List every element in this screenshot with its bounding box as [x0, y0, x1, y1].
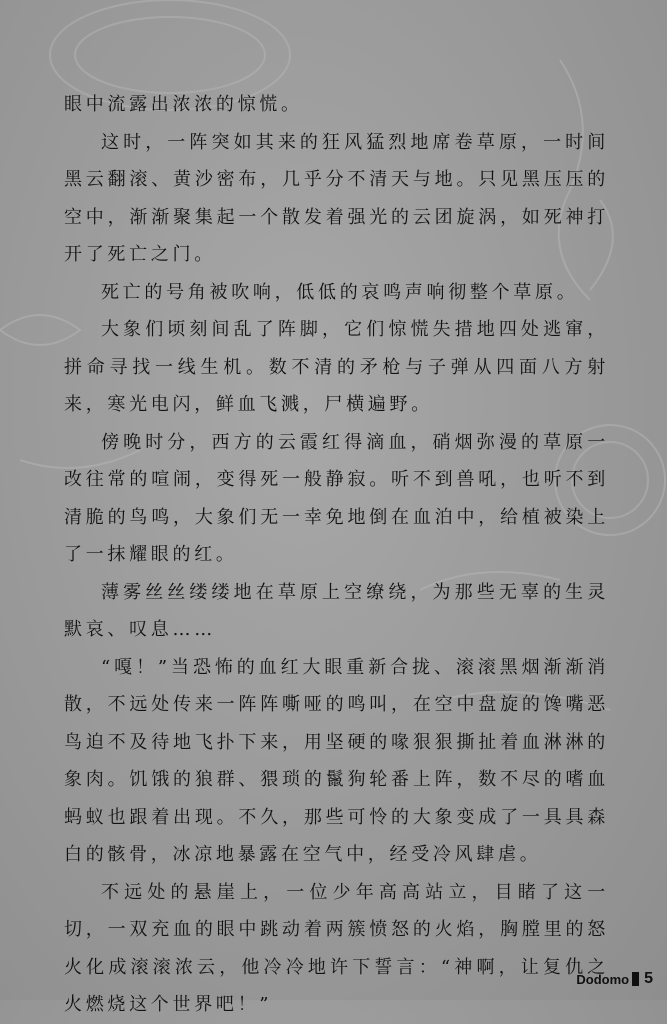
paragraph-4: 大象们顷刻间乱了阵脚，它们惊慌失措地四处逃窜，拼命寻找一线生机。数不清的矛枪与子弹从四面八方射来，寒光电闪，鲜血飞溅，尸横遍野。	[64, 319, 609, 415]
paragraph-6: 薄雾丝丝缕缕地在草原上空缭绕，为那些无辜的生灵默哀、叹息……	[64, 581, 609, 640]
brand-name: Dodomo	[576, 971, 630, 987]
paragraph-5: 傍晚时分，西方的云霞红得滴血，硝烟弥漫的草原一改往常的喧闹，变得死一般静寂。听不到兽吼，也听不到清脆的鸟鸣，大象们无一幸免地倒在血泊中，给植被染上了一抹耀眼的红。	[64, 431, 609, 565]
page-number: 5	[644, 970, 653, 987]
chapter-text	[64, 86, 609, 1024]
paragraph-7: “嘎！”当恐怖的血红大眼重新合拢、滚滚黑烟渐渐消散，不远处传来一阵阵嘶哑的鸣叫，在空中盘旋的馋嘴恶鸟迫不及待地飞扑下来，用坚硬的喙狠狠撕扯着血淋淋的象肉。饥饿的狼群、猥琐的鬣狗轮番上阵，数不尽的嗜血蚂蚁也跟着出现。不久，那些可怜的大象变成了一具具森白的骸骨，冰凉地暴露在空气中，经受冷风肆虐。	[64, 656, 609, 865]
paragraph-1: 眼中流露出浓浓的惊慌。	[64, 94, 303, 115]
paragraph-3: 死亡的号角被吹响，低低的哀鸣声响彻整个草原。	[101, 281, 579, 303]
paragraph-8: 不远处的悬崖上，一位少年高高站立，目睹了这一切，一双充血的眼中跳动着两簇愤怒的火焰，胸膛里的怒火化成滚滚浓云，他冷冷地许下誓言：“神啊，让复仇之火燃烧这个世界吧！”	[64, 881, 609, 1015]
footer-divider-icon	[632, 972, 639, 986]
paragraph-2: 这时，一阵突如其来的狂风猛烈地席卷草原，一时间黑云翻滚、黄沙密布，几乎分不清天与地。只见黑压压的空中，渐渐聚集起一个散发着强光的云团旋涡，如死神打开了死亡之门。	[64, 131, 609, 265]
page-footer	[576, 970, 653, 988]
